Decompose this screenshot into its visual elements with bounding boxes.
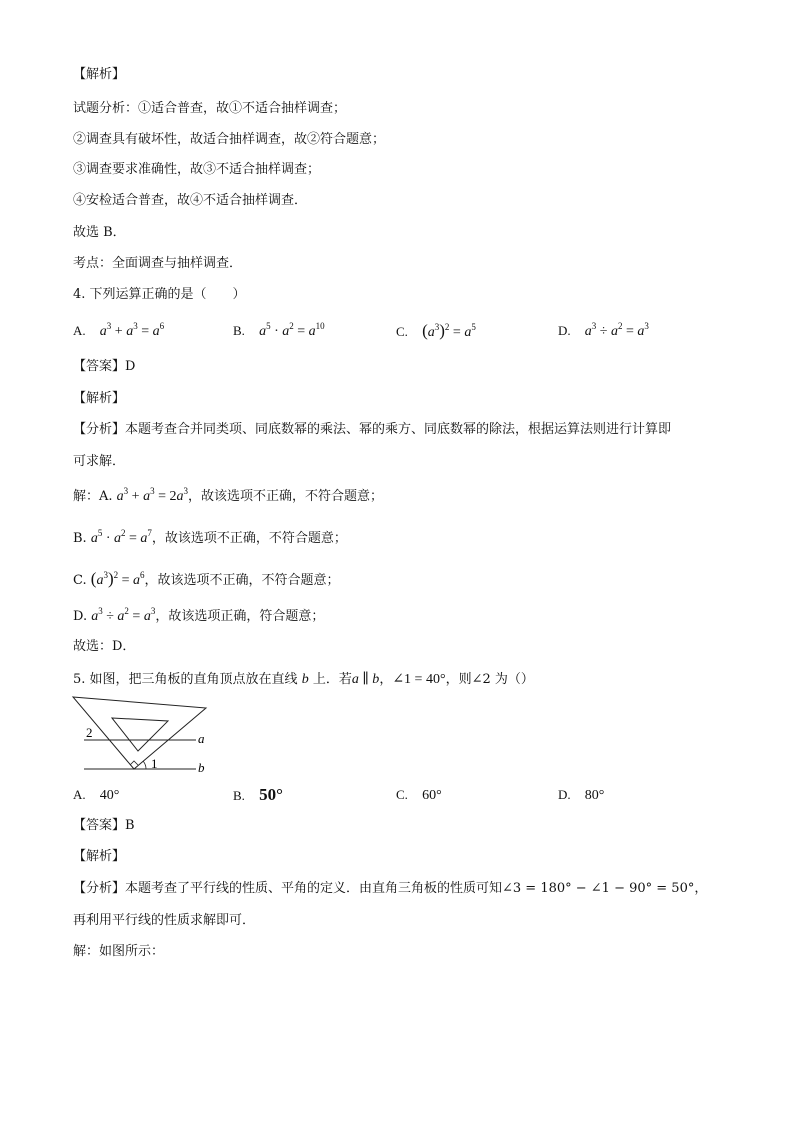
- q5-option-b: [233, 786, 283, 806]
- q4-option-a-formula: $a^3 + a^3 = a^6$: [99, 321, 165, 339]
- q4-option-b-label: B.: [233, 323, 245, 338]
- q5-stem-mid: 上．若: [312, 672, 352, 687]
- q5-stem-b: b: [301, 672, 309, 687]
- q4-stem: 4. 下列运算正确的是（ ）: [73, 287, 246, 302]
- q4-option-b-formula: $a^5 \cdot a^2 = a^{10}$: [259, 321, 325, 339]
- kaodian-line: 考点：全面调查与抽样调查．: [73, 256, 243, 271]
- q5-stem: [73, 671, 534, 689]
- q4-option-a: [73, 322, 164, 341]
- q5-analysis-line-2: 再利用平行线的性质求解即可．: [73, 913, 256, 928]
- q5-option-c-value: 60°: [422, 788, 442, 803]
- q4-answer: 【答案】D: [73, 359, 136, 374]
- q5-option-b-value: 50°: [259, 785, 283, 804]
- q4-solution-a: [73, 488, 383, 506]
- q4-solution-c-suffix: ，故该选项不正确，不符合题意；: [144, 573, 340, 588]
- line-b-label: b: [198, 760, 205, 775]
- q4-choose: 故选：D．: [73, 639, 136, 654]
- q4-option-c-label: C.: [396, 324, 408, 339]
- angle-1-label: 1: [151, 756, 158, 771]
- q5-option-a: [73, 786, 119, 805]
- q5-analysis-heading: 【解析】: [73, 849, 126, 864]
- analysis-line-4: ④安检适合普查，故④不适合抽样调查．: [73, 193, 308, 208]
- q5-option-a-label: A.: [73, 787, 86, 802]
- angle-1-arc: [143, 761, 146, 769]
- outer-triangle: [73, 697, 206, 769]
- q4-solution-d-prefix: D.: [73, 609, 88, 624]
- line-a-label: a: [198, 731, 205, 746]
- q5-option-b-label: B.: [233, 788, 245, 803]
- q4-option-d-formula: $a^3 \div a^2 = a^3$: [584, 321, 649, 339]
- q4-solution-d: [73, 608, 324, 626]
- q4-option-c-formula: $(a^3)^2 = a^5$: [422, 321, 476, 340]
- inner-triangle: [112, 718, 168, 751]
- q5-stem-mid2: ，: [379, 672, 393, 687]
- q4-option-d: [558, 322, 649, 341]
- analysis-heading: 【解析】: [73, 67, 126, 82]
- q5-stem-post: ，则∠2 为（）: [445, 672, 534, 687]
- q5-stem-pre: 5. 如图，把三角板的直角顶点放在直线: [73, 672, 298, 687]
- triangle-figure: [70, 690, 220, 780]
- choose-line: 故选 B．: [73, 225, 126, 240]
- q4-solution-a-prefix: 解：A.: [73, 489, 113, 504]
- q4-option-c: [396, 322, 476, 342]
- angle-2-label: 2: [86, 725, 93, 740]
- q4-solution-a-suffix: ，故该选项不正确，不符合题意；: [187, 489, 383, 504]
- q5-stem-condition: a ∥ b: [351, 672, 380, 687]
- q4-solution-d-formula: $a^3 \div a^2 = a^3$: [91, 606, 156, 624]
- q4-option-b: [233, 322, 325, 341]
- right-angle-mark: [130, 761, 138, 765]
- q4-analysis-line-1: 【分析】本题考查合并同类项、同底数幂的乘法、幂的乘方、同底数幂的除法，根据运算法则进行计算即: [73, 422, 672, 437]
- q4-option-d-label: D.: [558, 323, 571, 338]
- q4-solution-b: [73, 530, 347, 548]
- q5-option-a-value: 40°: [99, 788, 120, 803]
- q4-solution-c-prefix: C.: [73, 573, 87, 588]
- q4-option-a-label: A.: [73, 323, 86, 338]
- q4-analysis-line-2: 可求解．: [73, 454, 126, 469]
- q5-analysis-line-1: 【分析】本题考查了平行线的性质、平角的定义．由直角三角板的性质可知∠3 = 180° − ∠1 − 90° = 50°，: [73, 881, 708, 896]
- q4-solution-a-formula: $a^3 + a^3 = 2a^3$: [116, 486, 188, 504]
- q4-solution-c-formula: $(a^3)^2 = a^6$: [90, 569, 145, 588]
- q4-solution-c: [73, 570, 340, 590]
- q4-analysis-heading: 【解析】: [73, 391, 126, 406]
- analysis-line-2: ②调查具有破坏性，故适合抽样调查，故②符合题意；: [73, 132, 386, 147]
- q4-solution-b-formula: $a^5 \cdot a^2 = a^7$: [90, 528, 152, 546]
- q5-answer: 【答案】B: [73, 818, 135, 833]
- q4-solution-d-suffix: ，故该选项正确，符合题意；: [155, 609, 325, 624]
- q4-solution-b-suffix: ，故该选项不正确，不符合题意；: [151, 531, 347, 546]
- q5-option-c-label: C.: [396, 787, 408, 802]
- q5-option-c: [396, 786, 442, 805]
- q5-stem-angle: ∠1 = 40°: [392, 672, 446, 687]
- q4-solution-b-prefix: B.: [73, 531, 87, 546]
- q5-solution: 解：如图所示：: [73, 944, 165, 959]
- analysis-line-3: ③调查要求准确性，故③不适合抽样调查；: [73, 162, 321, 177]
- analysis-line-1: 试题分析：①适合普查，故①不适合抽样调查；: [73, 101, 347, 116]
- q5-option-d-label: D.: [558, 787, 571, 802]
- q5-option-d-value: 80°: [584, 788, 605, 803]
- q5-option-d: [558, 786, 604, 805]
